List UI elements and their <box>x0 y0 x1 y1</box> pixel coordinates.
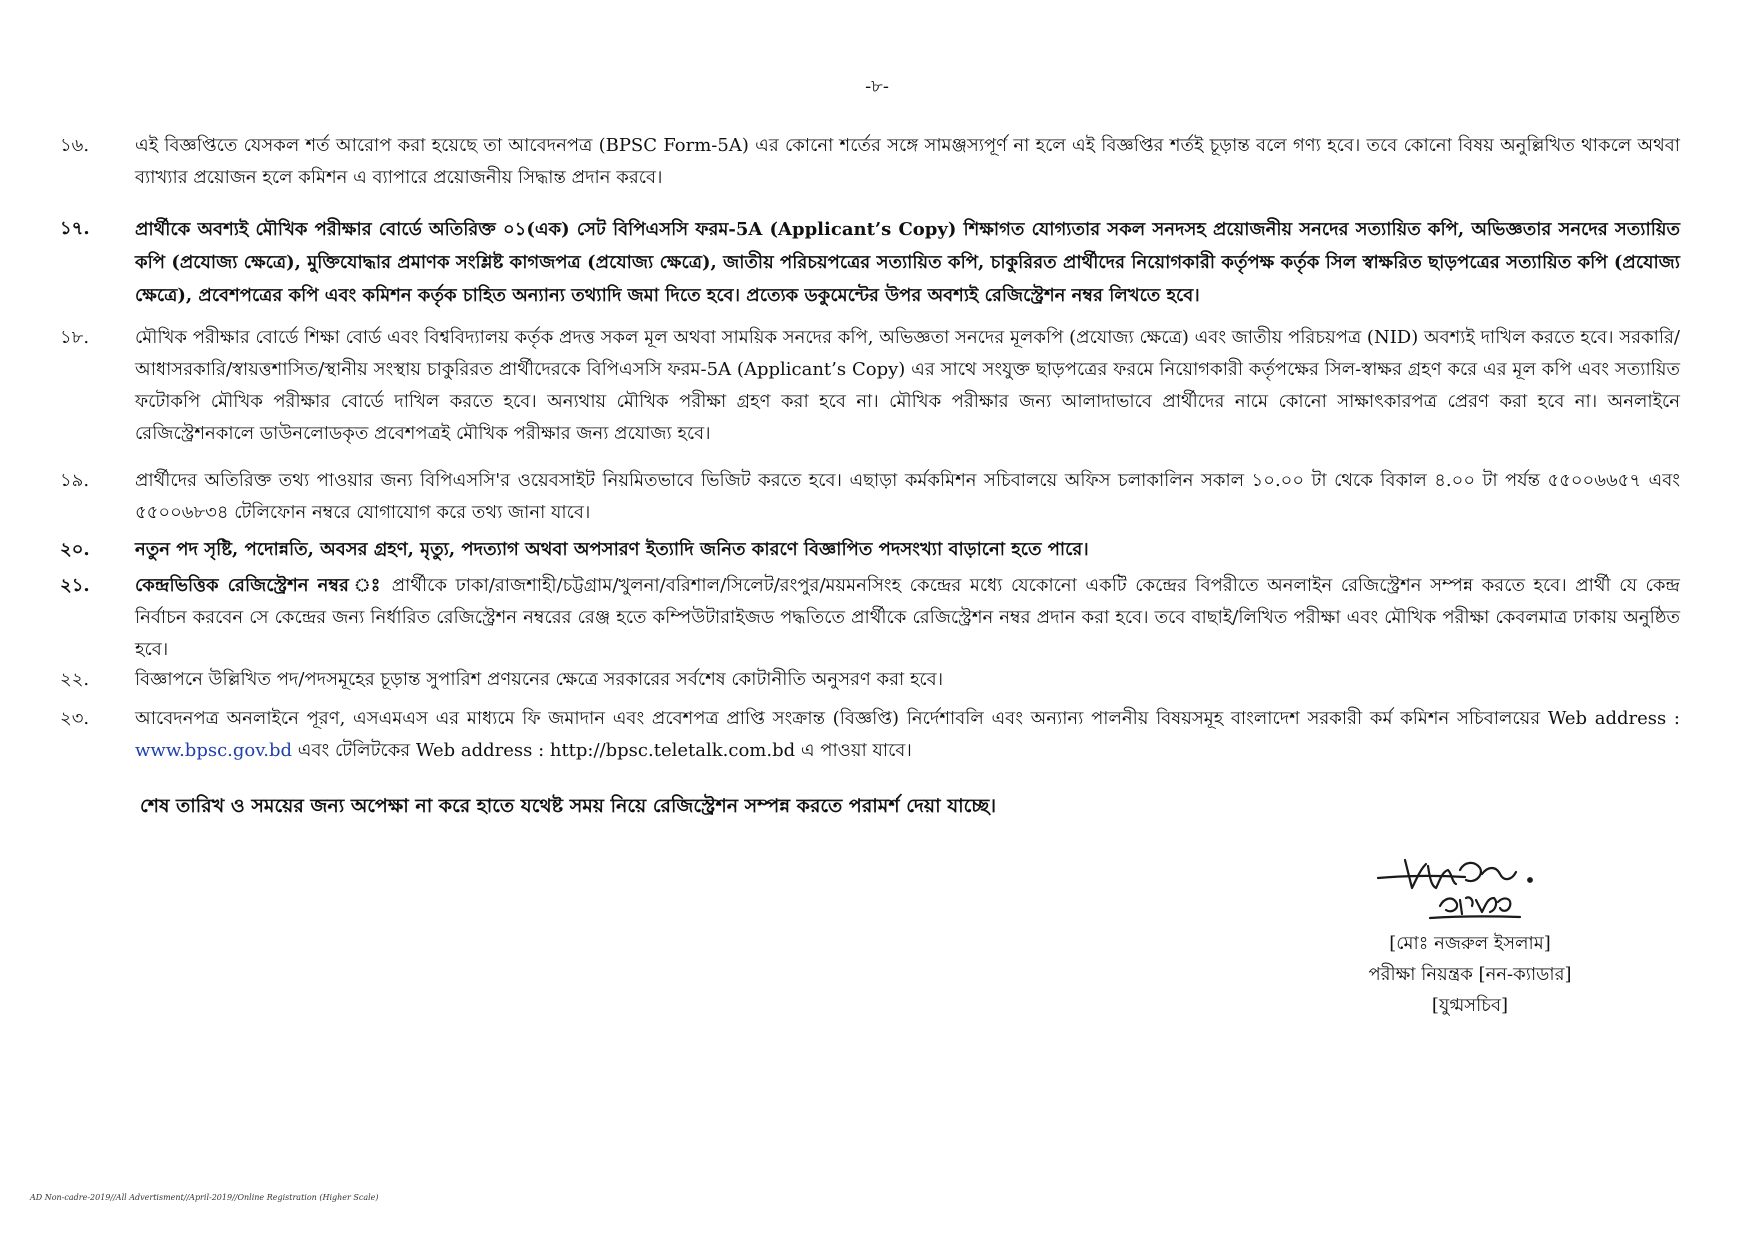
clause-body-end: এবং টেলিটকের Web address : http://bpsc.teletalk.com.bd এ পাওয়া যাবে। <box>297 740 912 761</box>
clause-number: ১৯. <box>60 470 90 491</box>
signatory-name: [মোঃ নজরুল ইসলাম] <box>1389 933 1551 954</box>
clause-text: মৌখিক পরীক্ষার বোর্ডে শিক্ষা বোর্ড এবং বিশ্ববিদ্যালয় কর্তৃক প্রদত্ত সকল মূল অথবা সাময়িক সনদের কপি, অভিজ্ঞতা সনদের মূলকপি (প্রযোজ্য ক্ষেত্রে) এবং জাতীয় পরিচয়পত্র (NID) অবশ্যই দাখিল করতে হবে। সরকারি/ আধাসরকারি/স্বায়ত্তশাসিত/স্থানীয় সংস্থায় চাকুরিরত প্রার্থীদেরকে বিপিএসসি ফরম-5A (Applicant’s Copy) এর সাথে সংযুক্ত ছাড়পত্রের ফরমে নিয়োগকারী কর্তৃপক্ষের সিল-স্বাক্ষর গ্রহণ করে এর মূল কপি এবং সত্যায়িত ফটোকপি মৌখিক পরীক্ষার বোর্ডে দাখিল করতে হবে। অন্যথায় মৌখিক পরীক্ষা গ্রহণ করা হবে না। মৌখিক পরীক্ষার জন্য আলাদাভাবে প্রার্থীদের নামে কোনো সাক্ষাৎকারপত্র প্রেরণ করা হবে না। অনলাইনে রেজিস্ট্রেশনকালে ডাউনলোডকৃত প্রবেশপত্রই মৌখিক পরীক্ষার জন্য প্রযোজ্য হবে। <box>135 327 1680 444</box>
clause-17 <box>60 213 1680 312</box>
clause-text: নতুন পদ সৃষ্টি, পদোন্নতি, অবসর গ্রহণ, মৃত্যু, পদত্যাগ অথবা অপসারণ ইত্যাদি জনিত কারণে বিজ্ঞাপিত পদসংখ্যা বাড়ানো হতে পারে। <box>135 539 1089 560</box>
footer-reference: AD Non-cadre-2019//All Advertisment//April-2019//Online Registration (Higher Scale) <box>30 1193 379 1202</box>
clause-number: ২৩. <box>60 708 90 729</box>
clause-number: ১৭. <box>60 218 90 239</box>
clause-text: প্রার্থীদের অতিরিক্ত তথ্য পাওয়ার জন্য বিপিএসসি'র ওয়েবসাইট নিয়মিতভাবে ভিজিট করতে হবে। এছাড়া কর্মকমিশন সচিবালয়ে অফিস চলাকালিন সকাল ১০.০০ টা থেকে বিকাল ৪.০০ টা পর্যন্ত ৫৫০০৬৬৫৭ এবং ৫৫০০৬৮৩৪ টেলিফোন নম্বরে যোগাযোগ করে তথ্য জানা যাবে। <box>135 470 1680 523</box>
clause-23 <box>60 703 1680 767</box>
clause-number: ২০. <box>60 539 90 560</box>
clause-22 <box>60 664 1680 696</box>
clause-body: প্রার্থীকে ঢাকা/রাজশাহী/চট্টগ্রাম/খুলনা/বরিশাল/সিলেট/রংপুর/ময়মনসিংহ কেন্দ্রের মধ্যে যেকোনো একটি কেন্দ্রের বিপরীতে অনলাইন রেজিস্ট্রেশন সম্পন্ন করতে হবে। প্রার্থী যে কেন্দ্র নির্বাচন করবেন সে কেন্দ্রের জন্য নির্ধারিত রেজিস্ট্রেশন নম্বরের রেঞ্জ হতে কম্পিউটারাইজড পদ্ধতিতে প্রার্থীকে রেজিস্ট্রেশন নম্বর প্রদান করা হবে। তবে বাছাই/লিখিত পরীক্ষা এবং মৌখিক পরীক্ষা কেবলমাত্র ঢাকায় অনুষ্ঠিত হবে। <box>135 575 1680 660</box>
clause-20 <box>60 534 1680 566</box>
bpsc-website-link[interactable]: www.bpsc.gov.bd <box>135 740 293 761</box>
clause-text: প্রার্থীকে অবশ্যই মৌখিক পরীক্ষার বোর্ডে অতিরিক্ত ০১(এক) সেট বিপিএসসি ফরম-5A (Applicant’s Copy) শিক্ষাগত যোগ্যতার সকল সনদসহ প্রয়োজনীয় সনদের সত্যায়িত কপি, অভিজ্ঞতার সনদের সত্যায়িত কপি (প্রযোজ্য ক্ষেত্রে), মুক্তিযোদ্ধার প্রমাণক সংশ্লিষ্ট কাগজপত্র (প্রযোজ্য ক্ষেত্রে), জাতীয় পরিচয়পত্রের সত্যায়িত কপি, চাকুরিরত প্রার্থীদের নিয়োগকারী কর্তৃপক্ষ কর্তৃক সিল স্বাক্ষরিত ছাড়পত্রের সত্যায়িত কপি (প্রযোজ্য ক্ষেত্রে), প্রবেশপত্রের কপি এবং কমিশন কর্তৃক চাহিত অন্যান্য তথ্যাদি জমা দিতে হবে। প্রত্যেক ডকুমেন্টের উপর অবশ্যই রেজিস্ট্রেশন নম্বর লিখতে হবে। <box>135 219 1680 306</box>
clause-number: ২২. <box>60 669 90 690</box>
clause-number: ২১. <box>60 575 90 596</box>
clause-number: ১৬. <box>60 135 90 156</box>
signature-image <box>1370 840 1570 930</box>
clause-19 <box>60 465 1680 529</box>
closing-note: শেষ তারিখ ও সময়ের জন্য অপেক্ষা না করে হাতে যথেষ্ট সময় নিয়ে রেজিস্ট্রেশন সম্পন্ন করতে পরামর্শ দেয়া যাচ্ছে। <box>140 795 997 817</box>
page-number: -৮- <box>865 76 889 97</box>
clause-body: আবেদনপত্র অনলাইনে পূরণ, এসএমএস এর মাধ্যমে ফি জমাদান এবং প্রবেশপত্র প্রাপ্তি সংক্রান্ত (বিজ্ঞপ্তি) নির্দেশাবলি এবং অন্যান্য পালনীয় বিষয়সমূহ বাংলাদেশ সরকারী কর্ম কমিশন সচিবালয়ের Web address : <box>135 708 1680 729</box>
clause-lead: কেন্দ্রভিত্তিক রেজিস্ট্রেশন নম্বর ঃ <box>135 575 384 596</box>
clause-number: ১৮. <box>60 327 90 348</box>
clause-text: এই বিজ্ঞপ্তিতে যেসকল শর্ত আরোপ করা হয়েছে তা আবেদনপত্র (BPSC Form-5A) এর কোনো শর্তের সঙ্গে সামঞ্জস্যপূর্ণ না হলে এই বিজ্ঞপ্তির শর্তই চূড়ান্ত বলে গণ্য হবে। তবে কোনো বিষয় অনুল্লিখিত থাকলে অথবা ব্যাখ্যার প্রয়োজন হলে কমিশন এ ব্যাপারে প্রয়োজনীয় সিদ্ধান্ত প্রদান করবে। <box>135 135 1680 188</box>
clause-text <box>135 703 1680 767</box>
clause-text: বিজ্ঞাপনে উল্লিখিত পদ/পদসমূহের চূড়ান্ত সুপারিশ প্রণয়নের ক্ষেত্রে সরকারের সর্বশেষ কোটানীতি অনুসরণ করা হবে। <box>135 669 944 690</box>
clause-21 <box>60 570 1680 666</box>
clause-16 <box>60 130 1680 194</box>
clause-text <box>135 570 1680 666</box>
signatory-designation: পরীক্ষা নিয়ন্ত্রক [নন-ক্যাডার] <box>1368 964 1572 985</box>
signatory-block <box>1300 928 1640 1021</box>
clause-18 <box>60 322 1680 450</box>
signatory-rank: [যুগ্মসচিব] <box>1431 995 1509 1016</box>
